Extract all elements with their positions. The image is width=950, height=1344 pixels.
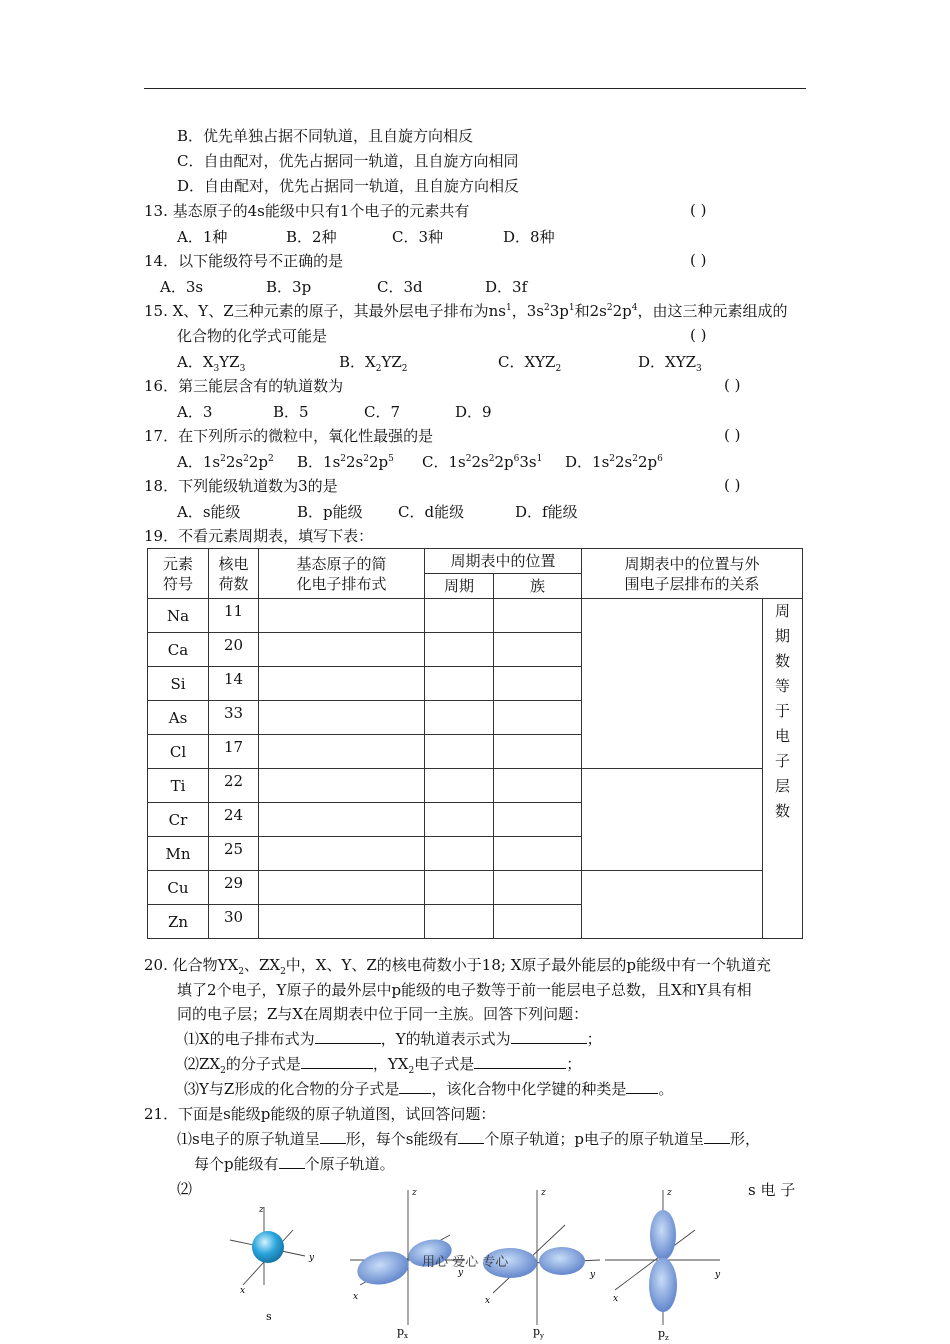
- cell-config[interactable]: [259, 769, 425, 803]
- cell-period[interactable]: [425, 837, 494, 871]
- q18-option-d: D．f能级: [515, 503, 578, 521]
- s-orbital-figure: [230, 1205, 315, 1323]
- header-period: 周期: [425, 574, 494, 599]
- q17-option-c: C．$1s^22s^22p^63s^1$: [422, 453, 543, 471]
- q21-part2-tail: s 电 子: [748, 1181, 796, 1199]
- q16-option-d: D．9: [455, 403, 492, 421]
- header-rule: [144, 88, 806, 89]
- q12-option-d: D．自由配对，优先占据同一轨道，且自旋方向相反: [177, 177, 520, 195]
- pz-orbital-figure: [605, 1188, 721, 1340]
- cell-group[interactable]: [494, 701, 582, 735]
- q16-option-b: B．5: [273, 403, 309, 421]
- cell-period[interactable]: [425, 735, 494, 769]
- q12-option-c: C．自由配对，优先占据同一轨道，且自旋方向相同: [177, 152, 519, 170]
- cell-config[interactable]: [259, 803, 425, 837]
- q13-option-c: C．3种: [392, 228, 444, 246]
- answer-blank[interactable]: [279, 1154, 305, 1169]
- cell-symbol: Cl: [148, 735, 209, 769]
- q19-stem: 19．不看元素周期表，填写下表：: [144, 527, 374, 545]
- q14-option-d: D．3f: [485, 278, 528, 296]
- cell-symbol: Cr: [148, 803, 209, 837]
- svg-text:x: x: [240, 1286, 246, 1296]
- cell-charge: 29: [209, 871, 259, 905]
- q21-part1-line2: 每个p能级有 个原子轨道。: [194, 1155, 395, 1173]
- cell-config[interactable]: [259, 905, 425, 939]
- q21-part2-label: ⑵: [177, 1180, 193, 1198]
- cell-period[interactable]: [425, 769, 494, 803]
- footer-watermark: 用心 爱心 专心: [422, 1255, 509, 1270]
- q15-stem: 15. X、Y、Z三种元素的原子，其最外层电子排布为$ns^1$，$3s^23p^1$和$2s^22p^4$，由这三种元素组成的: [144, 302, 788, 320]
- answer-blank[interactable]: [301, 1054, 373, 1069]
- cell-charge: 24: [209, 803, 259, 837]
- cell-config[interactable]: [259, 735, 425, 769]
- relation-char: 期: [775, 627, 791, 645]
- svg-text:x: x: [353, 1292, 359, 1302]
- cell-symbol: Zn: [148, 905, 209, 939]
- svg-text:x: x: [485, 1296, 491, 1306]
- relation-char: 等: [775, 677, 791, 695]
- cell-group[interactable]: [494, 769, 582, 803]
- answer-blank[interactable]: [399, 1079, 431, 1094]
- q13-stem: 13. 基态原子的4s能级中只有1个电子的元素共有: [144, 202, 470, 220]
- cell-charge: 22: [209, 769, 259, 803]
- cell-relation-1[interactable]: [582, 599, 763, 769]
- q20-part1: ⑴X的电子排布式为 ，Y的轨道表示式为 ；: [184, 1030, 602, 1048]
- cell-symbol: Ca: [148, 633, 209, 667]
- q14-stem: 14．以下能级符号不正确的是: [144, 252, 344, 270]
- cell-relation-2[interactable]: [582, 769, 763, 871]
- cell-group[interactable]: [494, 633, 582, 667]
- cell-group[interactable]: [494, 837, 582, 871]
- header-group: 族: [494, 574, 582, 599]
- pz-lobe-bottom: [649, 1258, 677, 1312]
- q17-option-d: D．$1s^22s^22p^6$: [565, 453, 663, 471]
- q20-part2: $⑵ZX_2$的分子式是 ，$YX_2$电子式是 ；: [184, 1055, 582, 1076]
- cell-relation-note: [763, 599, 803, 939]
- cell-period[interactable]: [425, 871, 494, 905]
- header-relation: 周期表中的位置与外 围电子层排布的关系: [582, 549, 803, 599]
- answer-blank[interactable]: [474, 1054, 566, 1069]
- cell-group[interactable]: [494, 803, 582, 837]
- svg-text:z: z: [259, 1205, 264, 1215]
- cell-config[interactable]: [259, 667, 425, 701]
- py-label: $p_y$: [533, 1325, 545, 1340]
- cell-config[interactable]: [259, 701, 425, 735]
- s-orbital-sphere: [252, 1231, 284, 1263]
- cell-period[interactable]: [425, 599, 494, 633]
- px-label: $p_x$: [397, 1325, 408, 1340]
- q15-option-d: D．$XYZ_3$: [638, 353, 702, 374]
- q15-option-c: C．$XYZ_2$: [498, 353, 562, 374]
- cell-config[interactable]: [259, 837, 425, 871]
- q19-table: [147, 548, 803, 939]
- q20-stem-line3: 同的电子层；Z与X在周期表中位于同一主族。回答下列问题：: [177, 1005, 589, 1023]
- q15-stem-line2: 化合物的化学式可能是: [177, 327, 328, 345]
- cell-symbol: Cu: [148, 871, 209, 905]
- svg-text:y: y: [458, 1268, 464, 1278]
- relation-char: 电: [775, 727, 791, 745]
- q18-option-c: C．d能级: [398, 503, 465, 521]
- relation-char: 周: [775, 602, 791, 620]
- header-nuclear-charge: 核电 荷数: [209, 549, 259, 599]
- cell-charge: 33: [209, 701, 259, 735]
- cell-symbol: Ti: [148, 769, 209, 803]
- svg-text:y: y: [715, 1270, 721, 1280]
- relation-char: 于: [775, 702, 791, 720]
- cell-group[interactable]: [494, 735, 582, 769]
- q17-option-a: A．$1s^22s^22p^2$: [177, 453, 274, 471]
- q14-option-c: C．3d: [377, 278, 423, 296]
- relation-char: 数: [775, 652, 791, 670]
- q18-answer-paren: ( ): [724, 476, 741, 494]
- svg-text:y: y: [309, 1253, 315, 1263]
- answer-blank[interactable]: [315, 1029, 381, 1044]
- relation-char: 层: [775, 777, 791, 795]
- header-element-symbol: 元素 符号: [148, 549, 209, 599]
- px-lobe-left: [354, 1247, 412, 1289]
- cell-group[interactable]: [494, 667, 582, 701]
- relation-char: 数: [775, 802, 791, 820]
- cell-config[interactable]: [259, 599, 425, 633]
- q13-option-a: A．1种: [177, 228, 228, 246]
- q14-option-b: B．3p: [266, 278, 312, 296]
- cell-symbol: Mn: [148, 837, 209, 871]
- answer-blank[interactable]: [626, 1079, 658, 1094]
- q15-option-b: B．$X_2YZ_2$: [339, 353, 408, 374]
- header-electron-config: 基态原子的简 化电子排布式: [259, 549, 425, 599]
- q12-option-b: B．优先单独占据不同轨道，且自旋方向相反: [177, 127, 474, 145]
- q13-option-b: B．2种: [286, 228, 337, 246]
- cell-charge: 30: [209, 905, 259, 939]
- q16-option-c: C．7: [364, 403, 401, 421]
- py-lobe-right: [539, 1247, 585, 1275]
- relation-char: 子: [775, 752, 791, 770]
- cell-symbol: Na: [148, 599, 209, 633]
- cell-period[interactable]: [425, 667, 494, 701]
- q20-stem-line2: 填了2个电子，Y原子的最外层中p能级的电子数等于前一能层电子总数，且X和Y具有相: [177, 981, 752, 999]
- svg-text:z: z: [412, 1188, 417, 1198]
- pz-lobe-top: [650, 1210, 676, 1260]
- q18-option-a: A．s能级: [177, 503, 241, 521]
- cell-period[interactable]: [425, 905, 494, 939]
- cell-period[interactable]: [425, 701, 494, 735]
- answer-blank[interactable]: [458, 1129, 484, 1144]
- q17-answer-paren: ( ): [724, 426, 741, 444]
- answer-blank[interactable]: [320, 1129, 346, 1144]
- cell-group[interactable]: [494, 905, 582, 939]
- q15-answer-paren: ( ): [690, 326, 707, 344]
- cell-symbol: Si: [148, 667, 209, 701]
- q13-option-d: D．8种: [503, 228, 555, 246]
- q13-answer-paren: ( ): [690, 201, 707, 219]
- q17-stem: 17．在下列所示的微粒中，氧化性最强的是: [144, 427, 434, 445]
- svg-text:z: z: [541, 1188, 546, 1198]
- answer-blank[interactable]: [511, 1029, 587, 1044]
- cell-period[interactable]: [425, 633, 494, 667]
- cell-symbol: As: [148, 701, 209, 735]
- q16-answer-paren: ( ): [724, 376, 741, 394]
- answer-blank[interactable]: [704, 1129, 730, 1144]
- cell-charge: 17: [209, 735, 259, 769]
- cell-charge: 25: [209, 837, 259, 871]
- q17-option-b: B．$1s^22s^22p^5$: [297, 453, 394, 471]
- q21-stem: 21．下面是s能级p能级的原子轨道图，试回答问题：: [144, 1105, 496, 1123]
- q18-stem: 18．下列能级轨道数为3的是: [144, 477, 338, 495]
- cell-period[interactable]: [425, 803, 494, 837]
- q16-stem: 16．第三能层含有的轨道数为: [144, 377, 344, 395]
- header-position: 周期表中的位置: [425, 549, 582, 574]
- pz-label: $p_z$: [658, 1327, 669, 1340]
- svg-text:x: x: [613, 1294, 619, 1304]
- q21-part1: ⑴s电子的原子轨道呈 形，每个s能级有 个原子轨道；p电子的原子轨道呈 形，: [177, 1130, 761, 1148]
- cell-group[interactable]: [494, 599, 582, 633]
- cell-config[interactable]: [259, 633, 425, 667]
- q16-option-a: A．3: [177, 403, 213, 421]
- cell-group[interactable]: [494, 871, 582, 905]
- svg-text:y: y: [590, 1270, 596, 1280]
- q20-stem-line1: 20. 化合物$YX_2$、$ZX_2$中，X、Y、Z的核电荷数小于18; X原子最外能层的p能级中有一个轨道充: [144, 956, 771, 977]
- cell-charge: 11: [209, 599, 259, 633]
- svg-text:s: s: [266, 1310, 272, 1323]
- q20-part3: ⑶Y与Z形成的化合物的分子式是 ，该化合物中化学键的种类是 。: [184, 1080, 674, 1098]
- q18-option-b: B．p能级: [297, 503, 363, 521]
- cell-relation-3[interactable]: [582, 871, 763, 939]
- cell-charge: 20: [209, 633, 259, 667]
- q14-option-a: A．3s: [160, 278, 204, 296]
- svg-text:z: z: [667, 1188, 672, 1198]
- q14-answer-paren: ( ): [690, 251, 707, 269]
- cell-config[interactable]: [259, 871, 425, 905]
- cell-charge: 14: [209, 667, 259, 701]
- q15-option-a: A．$X_3YZ_3$: [177, 353, 246, 374]
